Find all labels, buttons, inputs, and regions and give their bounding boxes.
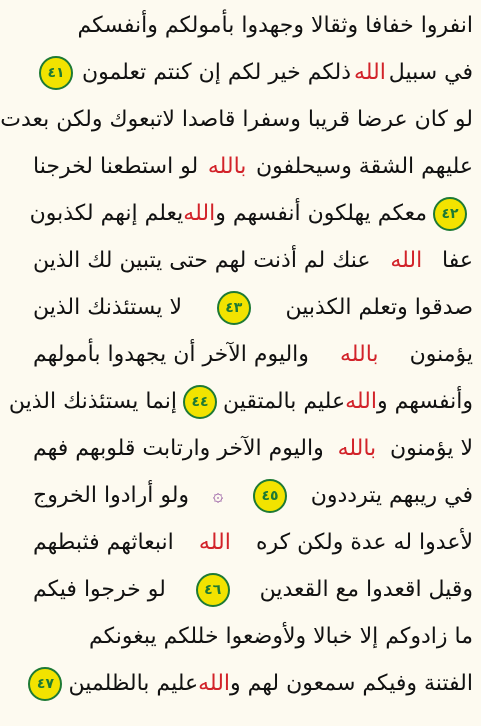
quran-line: [33, 616, 473, 658]
ayah-number-marker: ٤٥: [253, 479, 287, 513]
quran-line: [0, 99, 473, 141]
verse-text: ما زادوكم إلا خبالا ولأوضعوا خللكم يبغونكم: [88, 624, 473, 649]
verse-text: عفا: [442, 248, 473, 273]
verse-text: واليوم الآخر أن يجهدوا بأمولهم: [33, 342, 309, 367]
verse-text: صدقوا وتعلم الكذبين: [285, 295, 473, 320]
verse-text: لو استطعنا لخرجنا: [33, 154, 199, 179]
divine-name-text: الله: [353, 60, 386, 85]
divine-name-text: الله: [345, 389, 377, 414]
divine-name-text: الله: [390, 248, 423, 273]
verse-text: الفتنة وفيكم سمعون لهم و: [230, 671, 473, 696]
quran-line: [33, 475, 473, 517]
verse-text: وأنفسهم و: [376, 389, 473, 414]
verse-text: انبعاثهم فثبطهم: [33, 530, 174, 555]
ayah-number-marker: ٤١: [39, 56, 73, 90]
ayah-number-marker: ٤٦: [196, 573, 230, 607]
verse-text: معكم يهلكون أنفسهم و: [215, 201, 427, 226]
quran-line: [33, 5, 473, 47]
quran-line: [33, 428, 473, 470]
quran-line: [33, 240, 473, 282]
verse-text: لا يستئذنك الذين: [33, 295, 183, 320]
ayah-number-marker: ٤٣: [217, 291, 251, 325]
quran-line: [33, 569, 473, 611]
verse-text: عليم بالظلمين: [68, 671, 199, 696]
divine-name-text: بالله: [207, 154, 247, 179]
quran-line: [33, 52, 473, 94]
verse-text: واليوم الآخر وارتابت قلوبهم فهم: [33, 436, 324, 461]
verse-text: لأعدوا له عدة ولكن كره: [256, 530, 473, 555]
verse-text: عليهم الشقة وسيحلفون: [255, 154, 473, 179]
quran-line: [33, 663, 473, 705]
verse-text: إنما يستئذنك الذين: [8, 389, 177, 414]
quran-line: [33, 287, 473, 329]
quran-line: [29, 193, 473, 235]
quran-line: [8, 381, 473, 423]
verse-text: عليم بالمتقين: [222, 389, 346, 414]
divine-name-text: الله: [198, 530, 231, 555]
verse-text: في سبيل: [388, 60, 473, 85]
quran-line: [33, 146, 473, 188]
verse-text: لو كان عرضا قريبا وسفرا قاصدا لاتبعوك ولكن بعدت: [0, 107, 473, 132]
divine-name-text: بالله: [337, 436, 377, 461]
rub-el-hizb-icon: ۞: [212, 485, 224, 506]
quran-line: [33, 334, 473, 376]
divine-name-text: الله: [198, 671, 231, 696]
verse-text: يؤمنون: [409, 342, 473, 367]
ayah-number-marker: ٤٧: [28, 667, 62, 701]
verse-text: يعلم إنهم لكذبون: [29, 201, 184, 226]
quran-line: [33, 522, 473, 564]
divine-name-text: بالله: [339, 342, 379, 367]
verse-text: وقيل اقعدوا مع القعدين: [259, 577, 473, 602]
verse-text: لو خرجوا فيكم: [33, 577, 166, 602]
verse-text: انفروا خفافا وثقالا وجهدوا بأمولكم وأنفسكم: [77, 13, 473, 38]
verse-text: ذلكم خير لكم إن كنتم تعلمون: [81, 60, 351, 85]
divine-name-text: الله: [183, 201, 216, 226]
verse-text: لا يؤمنون: [390, 436, 473, 461]
verse-text: ولو أرادوا الخروج: [33, 483, 190, 508]
ayah-number-marker: ٤٤: [183, 385, 217, 419]
verse-text: في ريبهم يترددون: [310, 483, 473, 508]
verse-text: عنك لم أذنت لهم حتى يتبين لك الذين: [33, 248, 371, 273]
ayah-number-marker: ٤٢: [433, 197, 467, 231]
